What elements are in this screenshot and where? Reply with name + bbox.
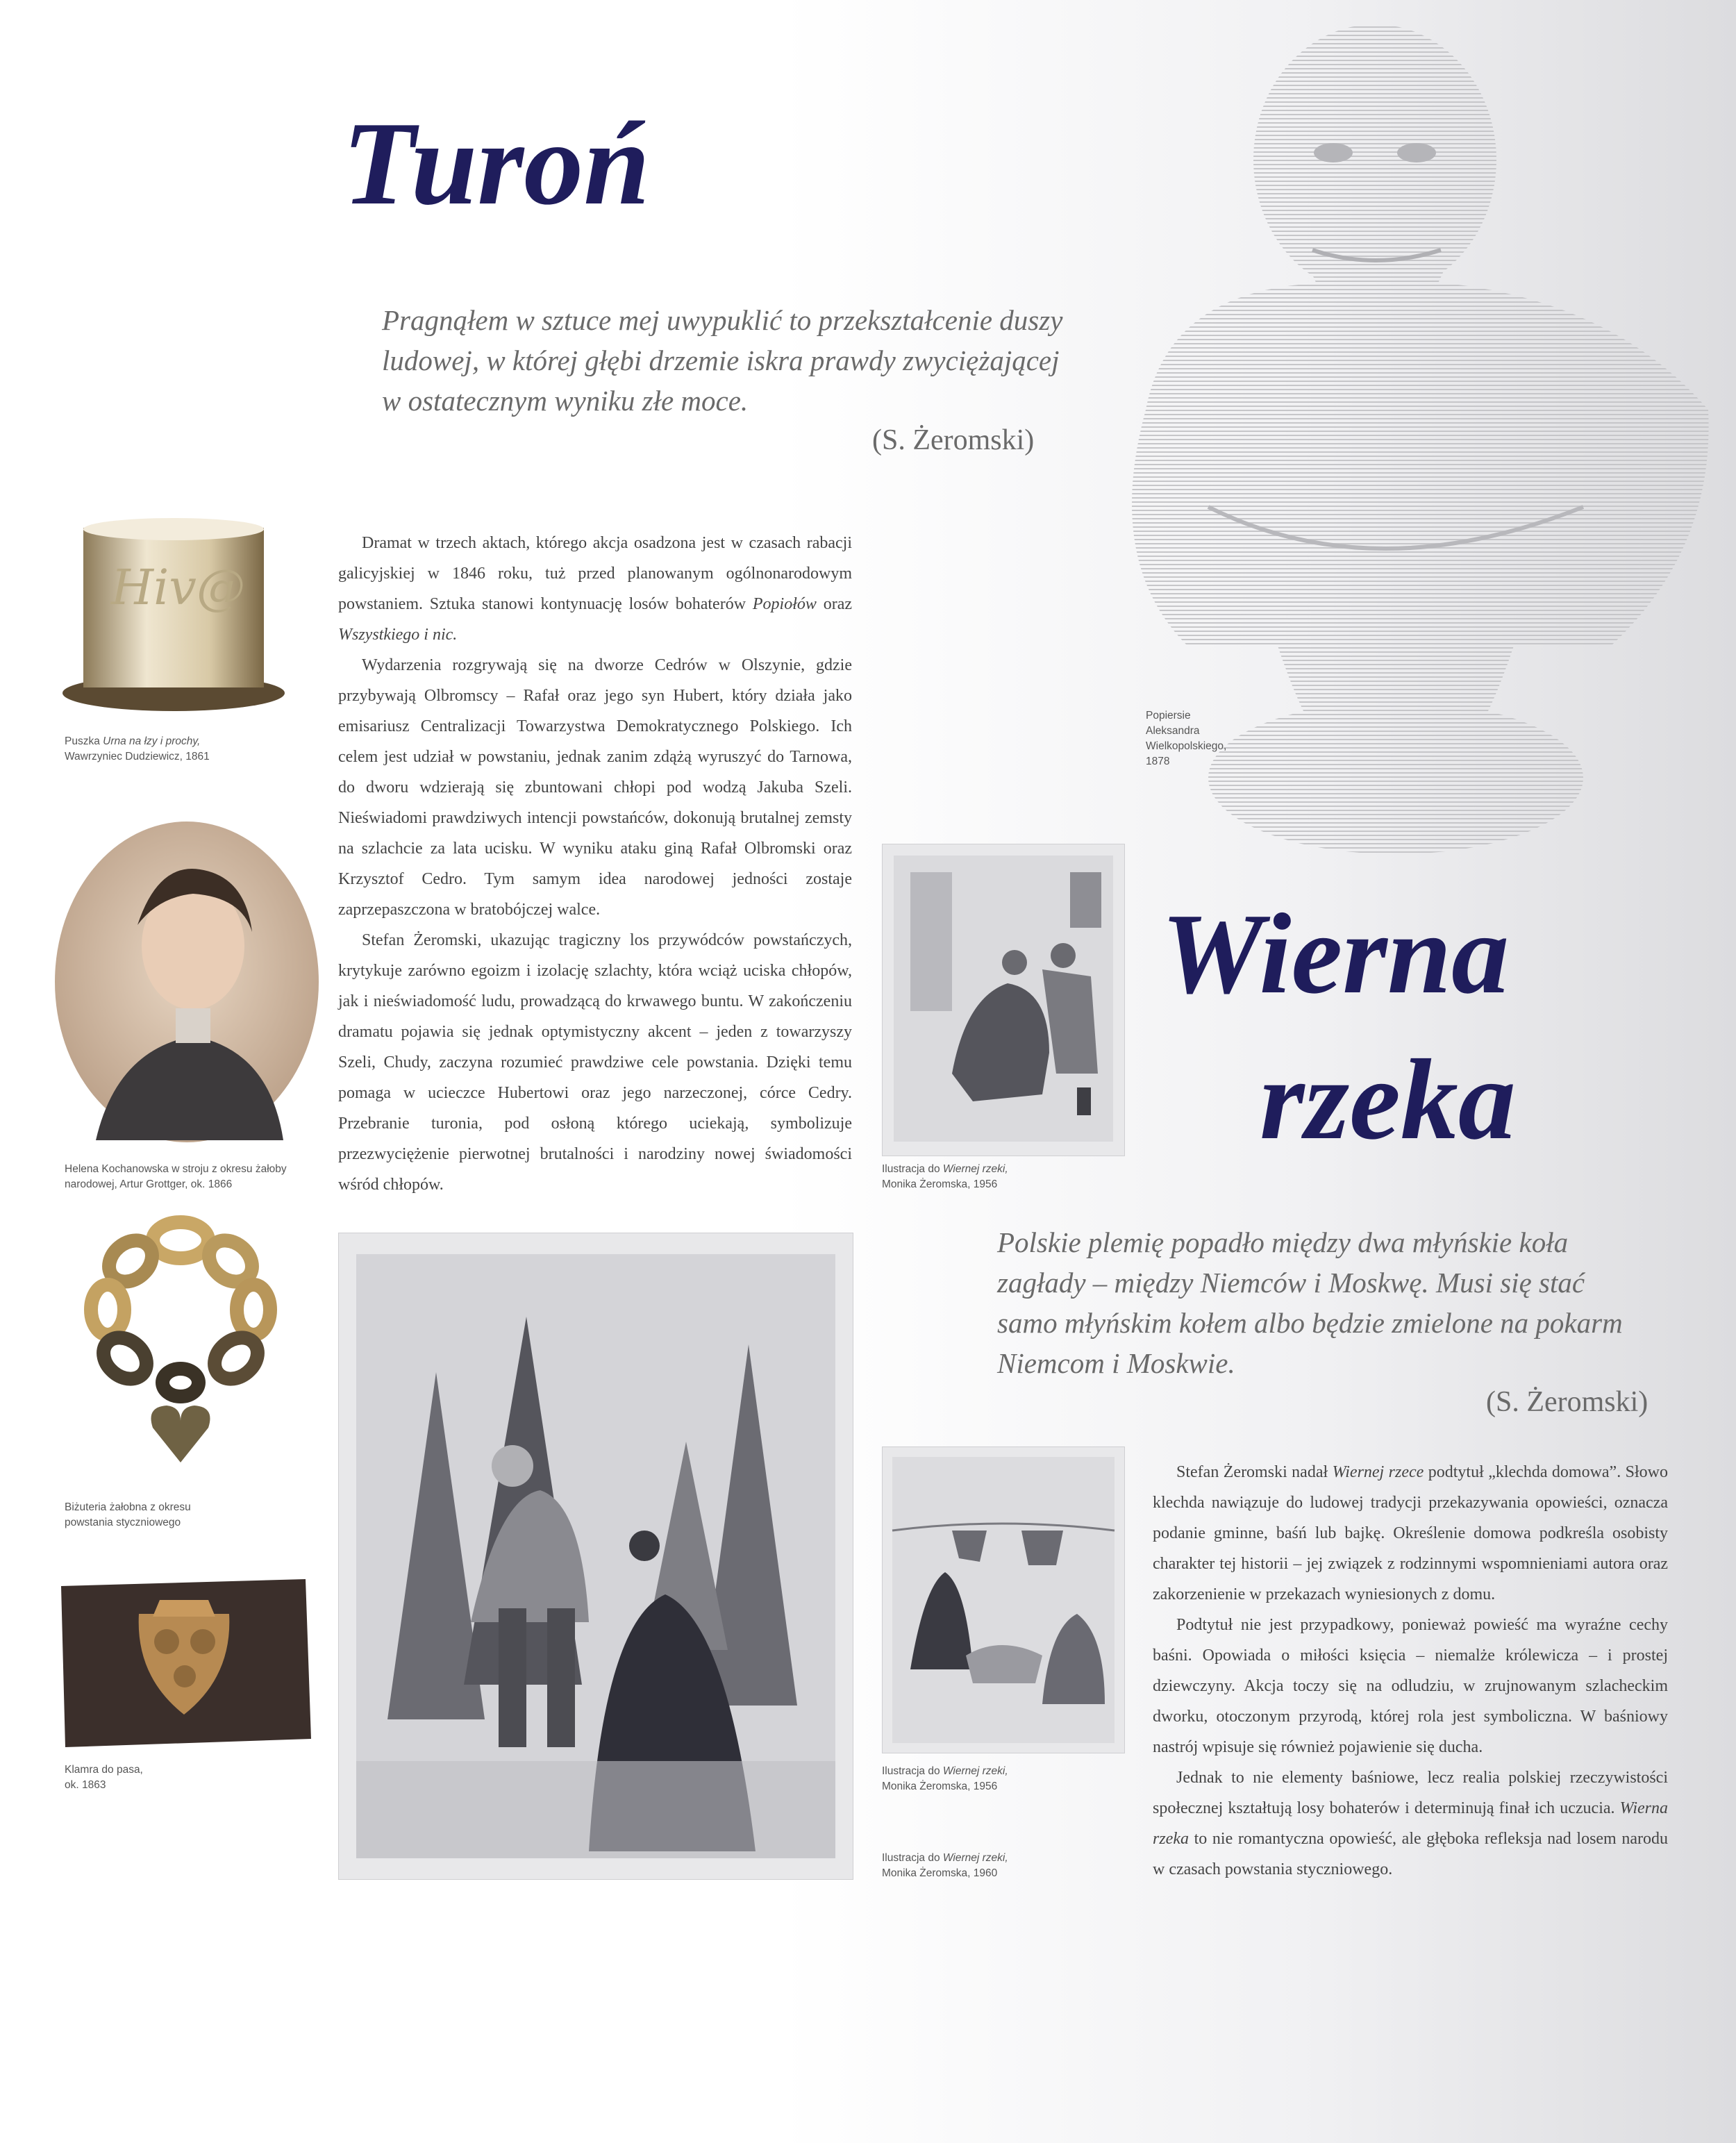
wierna-body xyxy=(1153,1457,1668,1885)
caption-urn: Puszka Urna na łzy i prochy, Wawrzyniec Dudziewicz, 1861 xyxy=(65,735,210,762)
turon-body xyxy=(338,528,852,1200)
turon-paragraph-3: Stefan Żeromski, ukazując tragiczny los przywódców powstańczych, krytykuje zarówno egoizm i izolację szlachty, która wciąż uciska chłopów, jak i nieświadomość ludu, prowadzącą do krwawego buntu. W zakończeniu dramatu pojawia się jednak optymistyczny akcent – jeden z towarzyszy Szeli, Chudy, zaczyna rozumieć prawdziwe cele powstania. Dzięki temu pomaga w ucieczce Hubertowi oraz jego narzeczonej, córce Cedry. Przebranie turonia, pod osłoną którego uciekają, symbolizuje przezwyciężenie pierwotnej brutalności i narodziny nowej świadomości wśród chłopów. xyxy=(338,931,852,1194)
svg-text:Hiv@: Hiv@ xyxy=(111,559,245,616)
wierna-paragraph-1: Stefan Żeromski nadał Wiernej rzece podtytuł „klechda domowa”. Słowo klechda nawiązuje do ludowej tradycji przekazywania opowieści, oznacza podanie gminne, baśń lub bajkę. Określenie domowa podkreśla osobisty charakter tej historii – jej związek z rodzinnymi wspomnieniami autora oraz zakorzenienie w przekazach wyniesionych z domu. xyxy=(1153,1463,1668,1603)
caption-illustration-2: Ilustracja do Wiernej rzeki, Monika Żeromska, 1956 xyxy=(882,1765,1008,1792)
wierna-paragraph-3: Jednak to nie elementy baśniowe, lecz realia polskiej rzeczywistości społecznej kształtują losy bohaterów i determinują finał ich uczucia. Wierna rzeka to nie romantyczna opowieść, ale głęboka refleksja nad losem narodu w czasach powstania styczniowego. xyxy=(1153,1769,1668,1878)
caption-illustration-3: Ilustracja do Wiernej rzeki, Monika Żeromska, 1960 xyxy=(882,1852,1008,1879)
turon-title: Turoń xyxy=(342,98,650,230)
caption-bracelet: Biżuteria żałobna z okresu powstania styczniowego xyxy=(65,1501,191,1528)
illustration-large-image xyxy=(338,1233,853,1880)
turon-paragraph-1: Dramat w trzech aktach, którego akcja osadzona jest w czasach rabacji galicyjskiej w 1846 roku, tuż przed planowanym ogólnonarodowym powstaniem. Sztuka stanowi kontynuację losów bohaterów Popiołów oraz Wszystkiego i nic. xyxy=(338,534,852,644)
turon-quote: Pragnąłem w sztuce mej uwypuklić to przekształcenie duszy ludowej, w której głębi drzemie iskra prawdy zwyciężającej w ostatecznym wyniku złe moce. xyxy=(382,304,1063,417)
turon-quote-attribution: (S. Żeromski) xyxy=(872,424,1035,456)
caption-buckle: Klamra do pasa, ok. 1863 xyxy=(65,1764,143,1791)
bracelet-image xyxy=(76,1212,285,1476)
caption-portrait: Helena Kochanowska w stroju z okresu żałoby narodowej, Artur Grottger, ok. 1866 xyxy=(65,1163,287,1190)
wierna-paragraph-2: Podtytuł nie jest przypadkowy, ponieważ powieść ma wyraźne cechy baśni. Opowiada o miłości księcia – niemalże królewicza – i prostej dziewczyny. Akcja toczy się na odludziu, w zrujnowanym szlacheckim dworku, otoczonym przyrodą, której rola jest symboliczna. W baśniowy nastrój wpisuje się również pojawienie się ducha. xyxy=(1153,1616,1668,1756)
portrait-image xyxy=(54,821,319,1143)
caption-illustration-1: Ilustracja do Wiernej rzeki, Monika Żeromska, 1956 xyxy=(882,1163,1008,1190)
wierna-quote: Polskie plemię popadło między dwa młyńskie koła zagłady – między Niemców i Moskwę. Musi się stać samo młyńskim kołem albo będzie zmielone na pokarm Niemcom i Moskwie. xyxy=(997,1226,1623,1379)
wierna-quote-attribution: (S. Żeromski) xyxy=(1486,1386,1649,1418)
belt-buckle-image xyxy=(56,1572,314,1753)
caption-bust: Popiersie Aleksandra Wielkopolskiego, 1878 xyxy=(1146,710,1227,767)
wierna-rzeka-title-line2: rzeka xyxy=(1260,1035,1516,1163)
illustration-image-2 xyxy=(882,1446,1125,1753)
turon-paragraph-2: Wydarzenia rozgrywają się na dworze Cedrów w Olszynie, gdzie przybywają Olbromscy – Rafał oraz jego syn Hubert, który działa jako emisariusz Centralizacji Towarzystwa Demokratycznego Polskiego. Ich celem jest udział w powstaniu, jednak zanim zdążą wyruszyć do Tarnowa, do dworu wdzierają się zbuntowani chłopi pod wodzą Jakuba Szeli. Nieświadomi prawdziwych intencji powstańców, dokonują brutalnej zemsty na szlachcie za lata ucisku. W wyniku ataku giną Rafał Olbromski oraz Krzysztof Cedro. Tym samym idea narodowej jedności zostaje zaprzepaszczona w bratobójczej walce. xyxy=(338,656,852,919)
wierna-rzeka-title-line1: Wierna xyxy=(1161,890,1510,1017)
urn-image xyxy=(62,514,292,715)
illustration-image xyxy=(882,844,1125,1156)
